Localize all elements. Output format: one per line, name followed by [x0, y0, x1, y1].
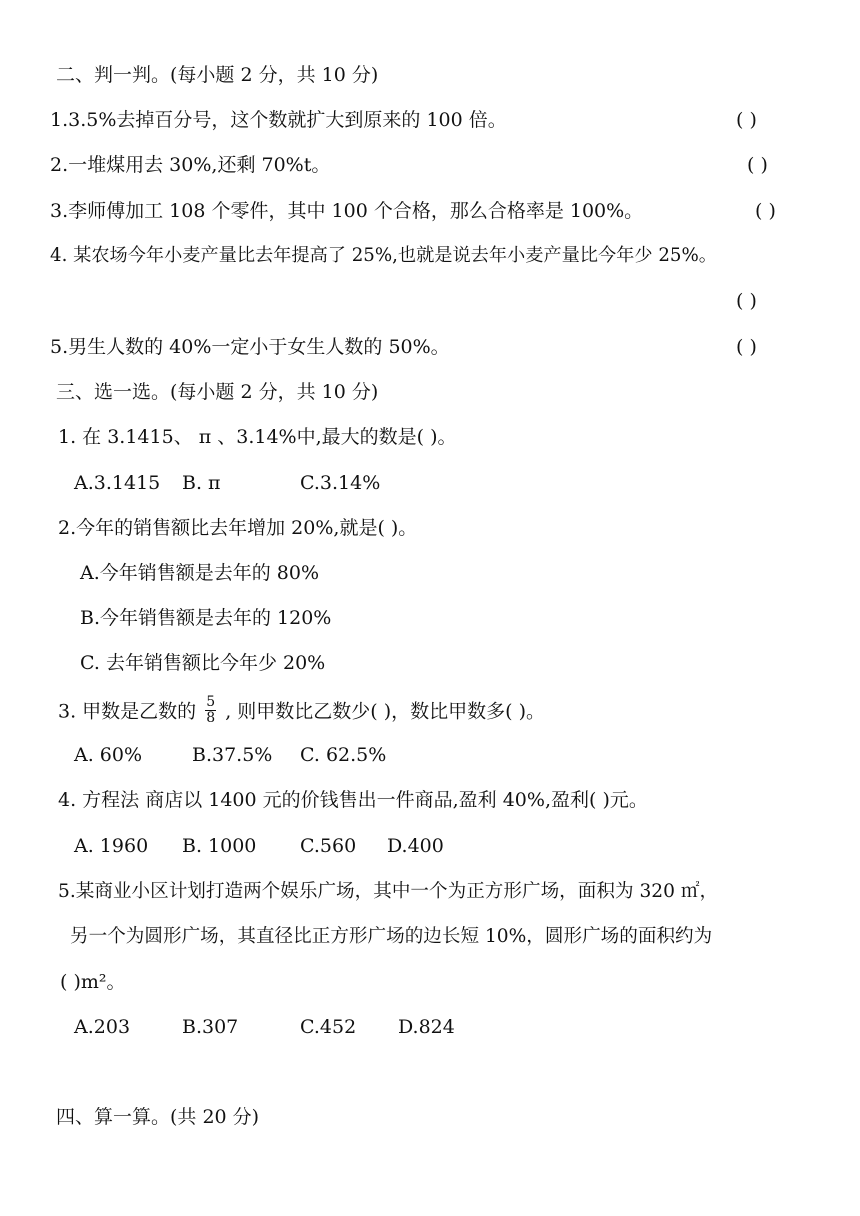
fraction-numerator: 5 — [206, 694, 216, 710]
choice-question-2: 2.今年的销售额比去年增加 20%,就是( )。 — [58, 517, 418, 539]
judge-item-1: 1.3.5%去掉百分号，这个数就扩大到原来的 100 倍。 — [50, 109, 507, 131]
q5-option-d[interactable]: D.824 — [398, 1016, 455, 1038]
judge-answer-blank-4[interactable]: ( ) — [736, 290, 757, 312]
q5-option-b[interactable]: B.307 — [182, 1016, 239, 1038]
section3-heading: 三、选一选。(每小题 2 分，共 10 分) — [56, 381, 379, 403]
choice-question-1: 1. 在 3.1415、 π 、3.14%中,最大的数是( )。 — [58, 426, 457, 448]
judge-item-5: 5.男生人数的 40%一定小于女生人数的 50%。 — [50, 336, 450, 358]
fraction-five-eighths — [205, 695, 216, 726]
judge-item-3: 3.李师傅加工 108 个零件，其中 100 个合格，那么合格率是 100%。 — [50, 200, 644, 222]
q3-text-after: , 则甲数比乙数少( )，数比甲数多( )。 — [225, 700, 545, 723]
q5-option-c[interactable]: C.452 — [300, 1016, 357, 1038]
choice-question-4: 4. 方程法 商店以 1400 元的价钱售出一件商品,盈利 40%,盈利( )元。 — [58, 789, 648, 811]
judge-answer-blank-3[interactable]: ( ) — [755, 200, 776, 222]
q4-option-d[interactable]: D.400 — [387, 835, 444, 857]
judge-answer-blank-1[interactable]: ( ) — [736, 109, 757, 131]
q1-option-c[interactable]: C.3.14% — [300, 472, 381, 494]
q3-option-b[interactable]: B.37.5% — [192, 744, 273, 766]
q1-option-b[interactable]: B. π — [182, 472, 221, 494]
choice-question-3 — [58, 694, 545, 728]
q4-option-b[interactable]: B. 1000 — [182, 835, 257, 857]
q4-option-c[interactable]: C.560 — [300, 835, 357, 857]
judge-item-4: 4. 某农场今年小麦产量比去年提高了 25%,也就是说去年小麦产量比今年少 25%。 — [50, 245, 717, 266]
q2-option-b[interactable]: B.今年销售额是去年的 120% — [80, 607, 332, 629]
q3-text-before: 3. 甲数是乙数的 — [58, 700, 197, 723]
judge-answer-blank-2[interactable]: ( ) — [747, 154, 768, 176]
q2-option-a[interactable]: A.今年销售额是去年的 80% — [80, 562, 320, 584]
judge-answer-blank-5[interactable]: ( ) — [736, 336, 757, 358]
q4-option-a[interactable]: A. 1960 — [74, 835, 149, 857]
section4-heading: 四、算一算。(共 20 分) — [56, 1106, 260, 1128]
choice-question-5-line-3: ( )m²。 — [60, 971, 126, 993]
section2-heading: 二、判一判。(每小题 2 分，共 10 分) — [56, 64, 379, 86]
judge-item-2: 2.一堆煤用去 30%,还剩 70%t。 — [50, 154, 331, 176]
choice-question-5-line-2: 另一个为圆形广场，其直径比正方形广场的边长短 10%，圆形广场的面积约为 — [70, 926, 713, 947]
choice-question-5-line-1: 5.某商业小区计划打造两个娱乐广场，其中一个为正方形广场，面积为 320 ㎡， — [58, 881, 719, 902]
q2-option-c[interactable]: C. 去年销售额比今年少 20% — [80, 652, 326, 674]
fraction-denominator: 8 — [206, 710, 216, 726]
q3-option-a[interactable]: A. 60% — [74, 744, 143, 766]
q5-option-a[interactable]: A.203 — [74, 1016, 131, 1038]
q3-option-c[interactable]: C. 62.5% — [300, 744, 387, 766]
q1-option-a[interactable]: A.3.1415 — [74, 472, 161, 494]
